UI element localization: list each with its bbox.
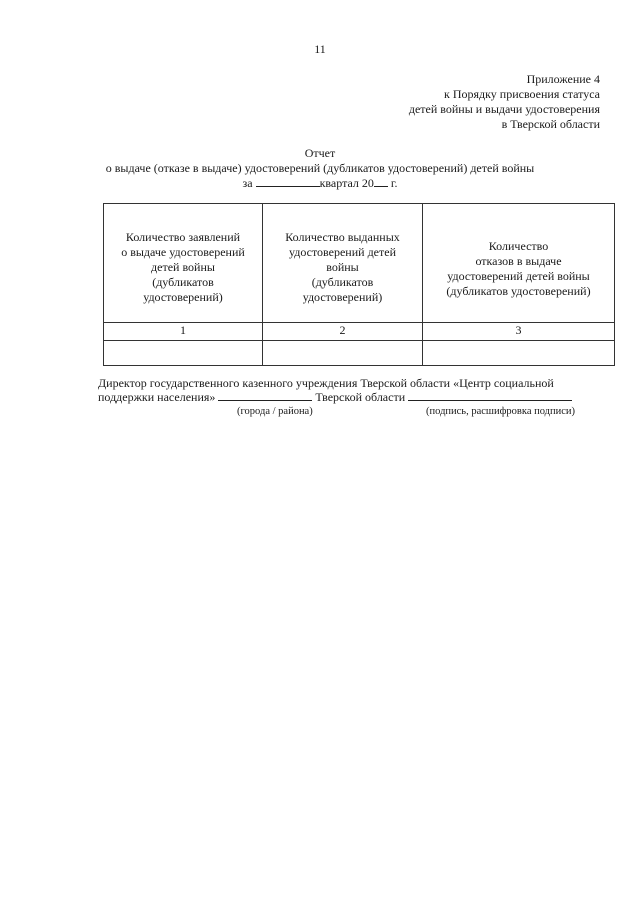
header-cell <box>104 204 263 323</box>
period-prefix: за <box>242 176 253 190</box>
data-cell <box>104 341 263 366</box>
signature-notes <box>0 406 640 420</box>
appendix-line: детей войны и выдачи удостоверения <box>408 102 600 116</box>
signature-org-end: поддержки населения» <box>98 390 216 404</box>
header-refusals: Количество отказов в выдаче удостоверений детей войны (дубликатов удостоверений) <box>446 239 591 298</box>
column-number: 2 <box>263 323 423 341</box>
year-blank-field <box>374 177 388 187</box>
column-number: 3 <box>423 323 615 341</box>
sign-note: (подпись, расшифровка подписи) <box>426 406 576 417</box>
appendix-line: в Тверской области <box>501 117 600 131</box>
city-blank-field <box>218 391 312 401</box>
data-cell <box>263 341 423 366</box>
report-table <box>103 203 615 366</box>
signature-block <box>98 376 618 404</box>
signature-line-2 <box>98 390 618 404</box>
page-number: 11 <box>314 42 326 56</box>
table-number-row <box>104 323 615 341</box>
appendix-line: Приложение 4 <box>526 72 600 86</box>
report-subtitle: о выдаче (отказе в выдаче) удостоверений (дубликатов удостоверений) детей войны <box>105 161 535 175</box>
appendix-reference <box>409 72 600 132</box>
period-middle: квартал 20 <box>319 176 374 190</box>
header-applications: Количество заявлений о выдаче удостоверений детей войны (дубликатов удостоверений) <box>121 229 245 304</box>
signature-blank-field <box>408 391 572 401</box>
appendix-line: к Порядку присвоения статуса <box>444 87 600 101</box>
report-period <box>0 176 640 191</box>
period-blank-field <box>256 177 320 187</box>
data-cell <box>423 341 615 366</box>
signature-region: Тверской области <box>315 390 406 404</box>
report-title: Отчет <box>304 146 336 160</box>
header-cell <box>263 204 423 323</box>
table-data-row <box>104 341 615 366</box>
table-header-row <box>104 204 615 323</box>
city-note: (города / района) <box>237 406 313 417</box>
signature-line-1: Директор государственного казенного учреждения Тверской области «Центр социальной <box>98 376 554 390</box>
header-issued: Количество выданных удостоверений детей войны (дубликатов удостоверений) <box>285 229 400 304</box>
period-suffix: г. <box>390 176 398 190</box>
header-cell <box>423 204 615 323</box>
report-heading <box>0 146 640 191</box>
column-number: 1 <box>104 323 263 341</box>
